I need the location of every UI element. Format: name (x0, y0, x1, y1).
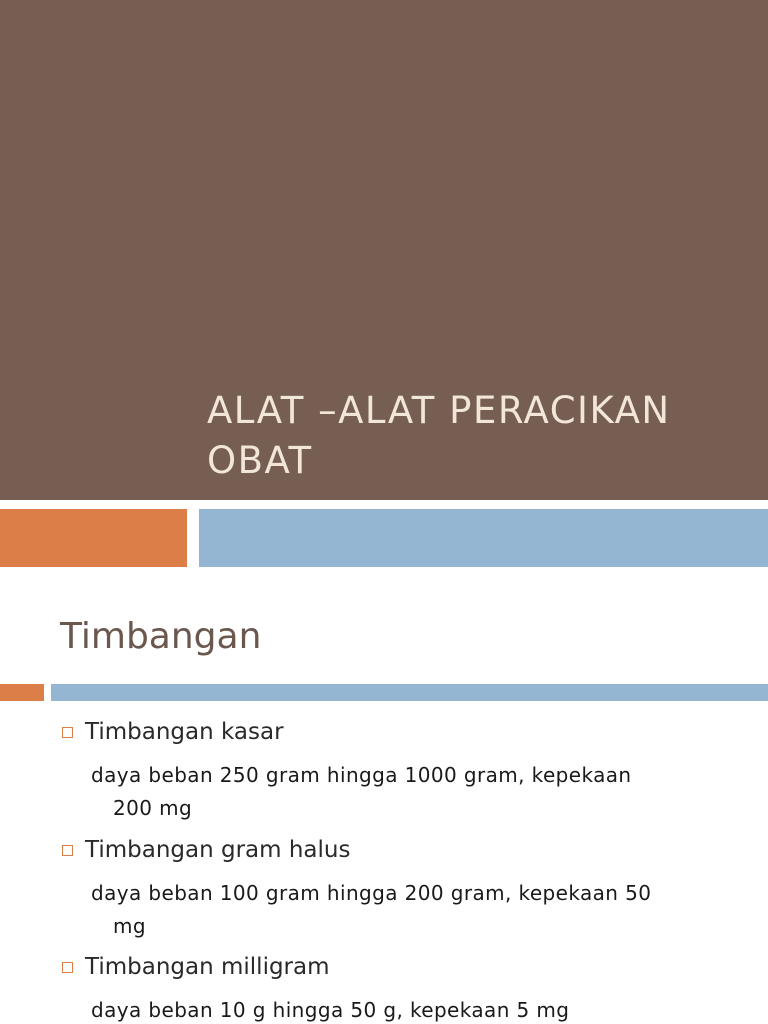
divider-bar-blue (51, 684, 768, 701)
list-item-description (91, 759, 731, 825)
description-line: daya beban 250 gram hingga 1000 gram, kepekaan (91, 763, 632, 787)
square-bullet-icon (62, 962, 73, 973)
list-item-description (91, 994, 731, 1024)
title-line-2: OBAT (207, 439, 313, 482)
title-slide (0, 0, 768, 500)
list-item (62, 837, 350, 863)
list-item-label: Timbangan gram halus (85, 837, 351, 863)
divider-bar-orange (0, 684, 44, 701)
list-item (62, 954, 330, 980)
accent-bar-orange (0, 509, 187, 567)
square-bullet-icon (62, 727, 73, 738)
list-item-label: Timbangan milligram (85, 954, 330, 980)
description-line: mg (113, 914, 146, 938)
title-slide-heading (207, 386, 747, 486)
list-item-label: Timbangan kasar (85, 719, 284, 745)
description-line: 200 mg (113, 796, 193, 820)
accent-bar-blue (199, 509, 768, 567)
section-heading: Timbangan (60, 616, 262, 657)
description-line: daya beban 10 g hingga 50 g, kepekaan 5 mg (91, 998, 570, 1022)
description-line: daya beban 100 gram hingga 200 gram, kepekaan 50 (91, 881, 652, 905)
list-item (62, 719, 284, 745)
square-bullet-icon (62, 845, 73, 856)
title-line-1: ALAT –ALAT PERACIKAN (207, 389, 671, 432)
list-item-description (91, 877, 731, 943)
